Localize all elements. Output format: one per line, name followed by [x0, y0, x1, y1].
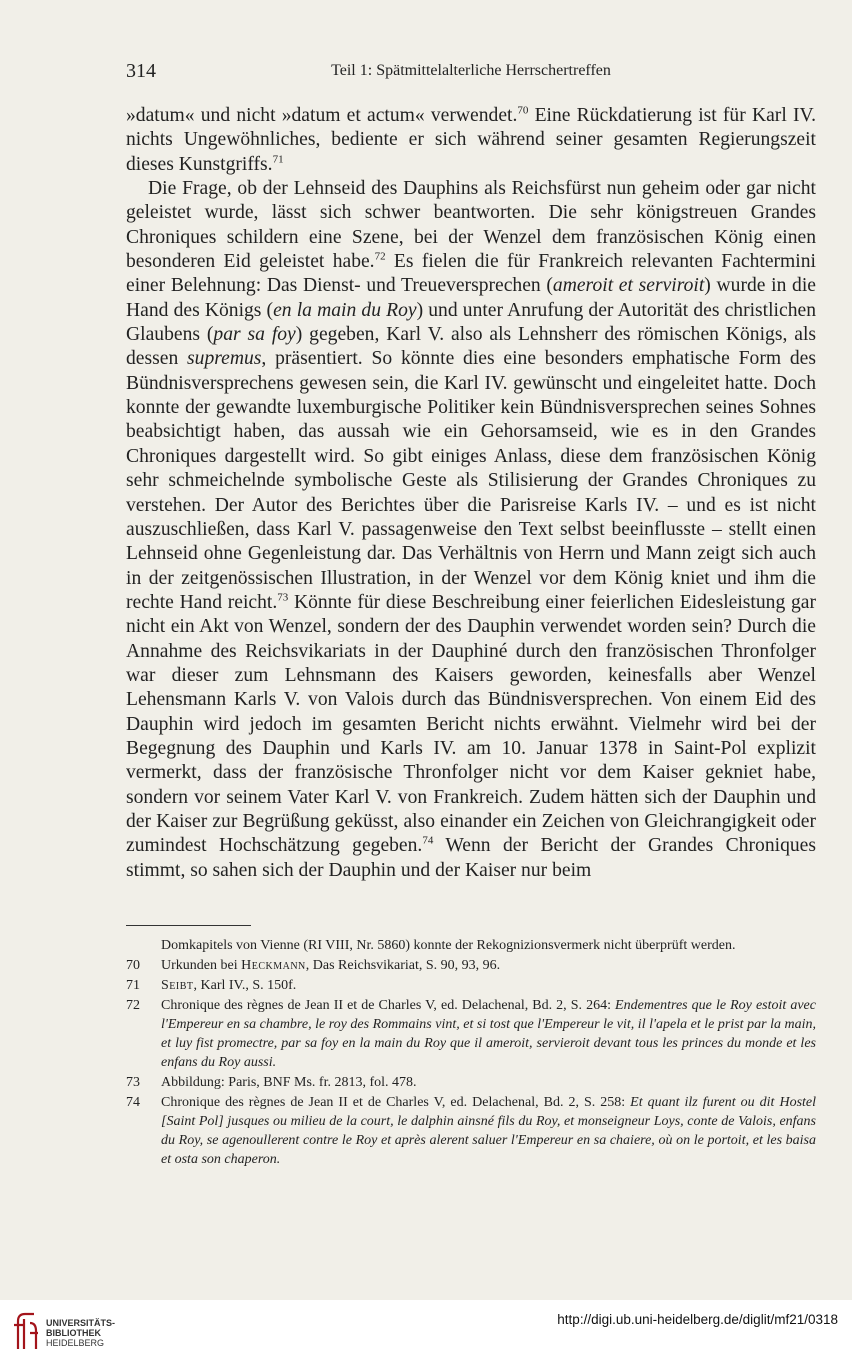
text-span: , präsentiert. So könnte dies eine besonders emphatische Form des Bündnisversprechens gewesen sein, die Karl IV. gewünscht und eingeleitet hatte. Doch konnte der gewandte luxemburgische Politiker kein Bündnisversprechen seines Sohnes beabsichtigt haben, das aussah wie ein Gehorsamseid, wie es in den Grandes Chroniques dargestellt wird. So gibt einiges Anlass, diese dem französischen König sehr schmeichelnde symbolische Geste als Stilisierung der Grandes Chroniques zu verstehen. Der Autor des Berichtes über die Parisreise Karls IV. – und es ist nicht auszuschließen, dass Karl V. passagenweise den Text selbst beeinflusste – stellt einen Lehnseid ohne Gegenleistung dar. Das Verhältnis von Herrn und Mann zeigt sich auch in der zeitgenössischen Illustration, in der Wenzel vor dem König kniet und ihm die rechte Hand reicht. [126, 348, 817, 613]
footnote-ref-72[interactable]: 72 [374, 250, 386, 263]
citation: Chronique des règnes de Jean II et de Charles V, ed. Delachenal, Bd. 2, S. 258: [161, 1095, 631, 1110]
running-head: Teil 1: Spätmittelalterliche Herrschertreffen [331, 62, 611, 79]
footnote-ref-74[interactable]: 74 [422, 834, 434, 847]
text-span: Die Frage, ob der Lehnseid des Dauphins als Reichsfürst nun geheim oder gar nicht geleistet wurde, lässt sich schwer beantworten. Die sehr königstreuen Grandes Chroniques schildern eine Szene, bei der Wenzel dem französischen König einen besonderen Eid geleistet habe. [126, 178, 816, 273]
footer-bar [0, 1300, 852, 1362]
footnote-ref-71[interactable]: 71 [272, 153, 284, 166]
text-span: Es fielen die für Frankreich relevanten Fachtermini einer Belehnung: Das Dienst- und Treueversprechen ( [126, 251, 816, 297]
paragraph-2 [126, 177, 816, 883]
footnote-number: 71 [126, 978, 140, 993]
page-header [126, 60, 816, 86]
text-span: Wenn der Bericht der Grandes Chroniques stimmt, so sahen sich der Dauphin und der Kaiser nur beim [126, 835, 816, 881]
footnote-text: Urkunden bei Heckmann, Das Reichsvikariat, S. 90, 93, 96. [161, 958, 501, 973]
author-name: Seibt [161, 978, 194, 993]
footnote-number: 73 [126, 1075, 140, 1090]
library-logo-icon [10, 1311, 40, 1351]
footnote-rule [126, 925, 251, 926]
author-name: Heckmann [241, 958, 306, 973]
citation: Chronique des règnes de Jean II et de Charles V, ed. Delachenal, Bd. 2, S. 264: [161, 998, 616, 1013]
logo-line: HEIDELBERG [46, 1338, 105, 1348]
text-span: Könnte für diese Beschreibung einer feierlichen Eidesleistung gar nicht ein Akt von Wenzel, sondern der des Dauphin verwendet worden sein? Durch die Annahme des Reichsvikariats in der Dauphiné durch den französischen Thronfolger war dieser zum Lehnsmann des Kaisers geworden, keinesfalls aber Wenzel Lehensmann Karls V. von Valois durch das Bündnisversprechen. Von einem Eid des Dauphin wird jedoch im gesamten Bericht nichts erwähnt. Vielmehr wird bei der Begegnung des Dauphin und Karls IV. am 10. Januar 1378 in Saint-Pol explizit vermerkt, dass der französische Thronfolger nicht vor dem Kaiser gekniet habe, sondern vor seinem Vater Karl V. von Frankreich. Zudem hätten sich der Dauphin und der Kaiser zur Begrüßung geküsst, also einander ein Zeichen von Gleichrangigkeit oder zumindest Hochschätzung gegeben. [126, 591, 816, 857]
italic-term: ameroit et serviroit [552, 275, 705, 297]
footnote-continuation [126, 936, 816, 955]
footnote-74 [126, 1093, 816, 1169]
citation: , Karl IV., S. 150f. [193, 978, 297, 993]
logo-line: BIBLIOTHEK [46, 1328, 101, 1338]
text-span: Eine Rückdatierung ist für Karl IV. nichts Ungewöhnliches, bediente er sich während seiner gesamten Regierungszeit dieses Kunstgriffs. [126, 105, 817, 175]
citation: Abbildung: Paris, BNF Ms. fr. 2813, fol. 478. [161, 1075, 417, 1090]
quote: Endementres que le Roy estoit avec l'Empereur en sa chambre, le roy des Rommains vint, et si tost que l'Empereur le vit, il l'apela et le prist par la main, et luy fist promectre, par sa foy en la main du Roy que il ameroit, servieroit devant tous les princes du monde et les enfans du Roy aussi. [161, 998, 816, 1070]
text-span: ) und unter Anrufung der Autorität des christlichen Glaubens ( [126, 299, 816, 346]
citation: , Das Reichsvikariat, S. 90, 93, 96. [305, 958, 501, 973]
footnote-72 [126, 996, 816, 1072]
footnote-ref-73[interactable]: 73 [277, 591, 289, 604]
library-logo-text [46, 1318, 115, 1348]
text-span: ) wurde in die Hand des Königs ( [126, 275, 816, 321]
page-number: 314 [126, 60, 156, 82]
paragraph-1 [126, 104, 816, 177]
footnotes [126, 936, 816, 1170]
italic-term: par sa foy [213, 324, 296, 346]
italic-term: en la main du Roy [273, 299, 417, 321]
footnote-70 [126, 956, 816, 975]
footnote-71 [126, 976, 816, 995]
footnote-73 [126, 1073, 816, 1092]
library-logo[interactable] [10, 1311, 120, 1353]
text-span: »datum« und nicht »datum et actum« verwendet. [126, 105, 518, 126]
logo-line: UNIVERSITÄTS- [46, 1318, 116, 1328]
footnote-number: 72 [126, 998, 140, 1013]
source-url[interactable]: http://digi.ub.uni-heidelberg.de/diglit/mf21/0318 [557, 1312, 838, 1327]
italic-term: supremus [187, 348, 262, 370]
footnote-text: Domkapitels von Vienne (RI VIII, Nr. 5860) konnte der Rekognizionsvermerk nicht überprüft werden. [161, 938, 736, 953]
main-text [126, 104, 816, 883]
footnote-number: 74 [126, 1095, 140, 1110]
footnote-ref-70[interactable]: 70 [517, 104, 529, 117]
text-span: ) gegeben, Karl V. also als Lehnsherr des römischen Königs, als dessen [126, 324, 817, 370]
quote: Et quant ilz furent ou dit Hostel [Saint Pol] jusques ou milieu de la court, le dalphin ainsné fils du Roy, et monseigneur Loys, conte de Valois, enfans du Roy, se agenoullerent contre le Roy et après alerent saluer l'Empereur en sa chaiere, où on le portoit, et les baisa et osta son chaperon. [161, 1095, 817, 1167]
footnote-number: 70 [126, 958, 140, 973]
